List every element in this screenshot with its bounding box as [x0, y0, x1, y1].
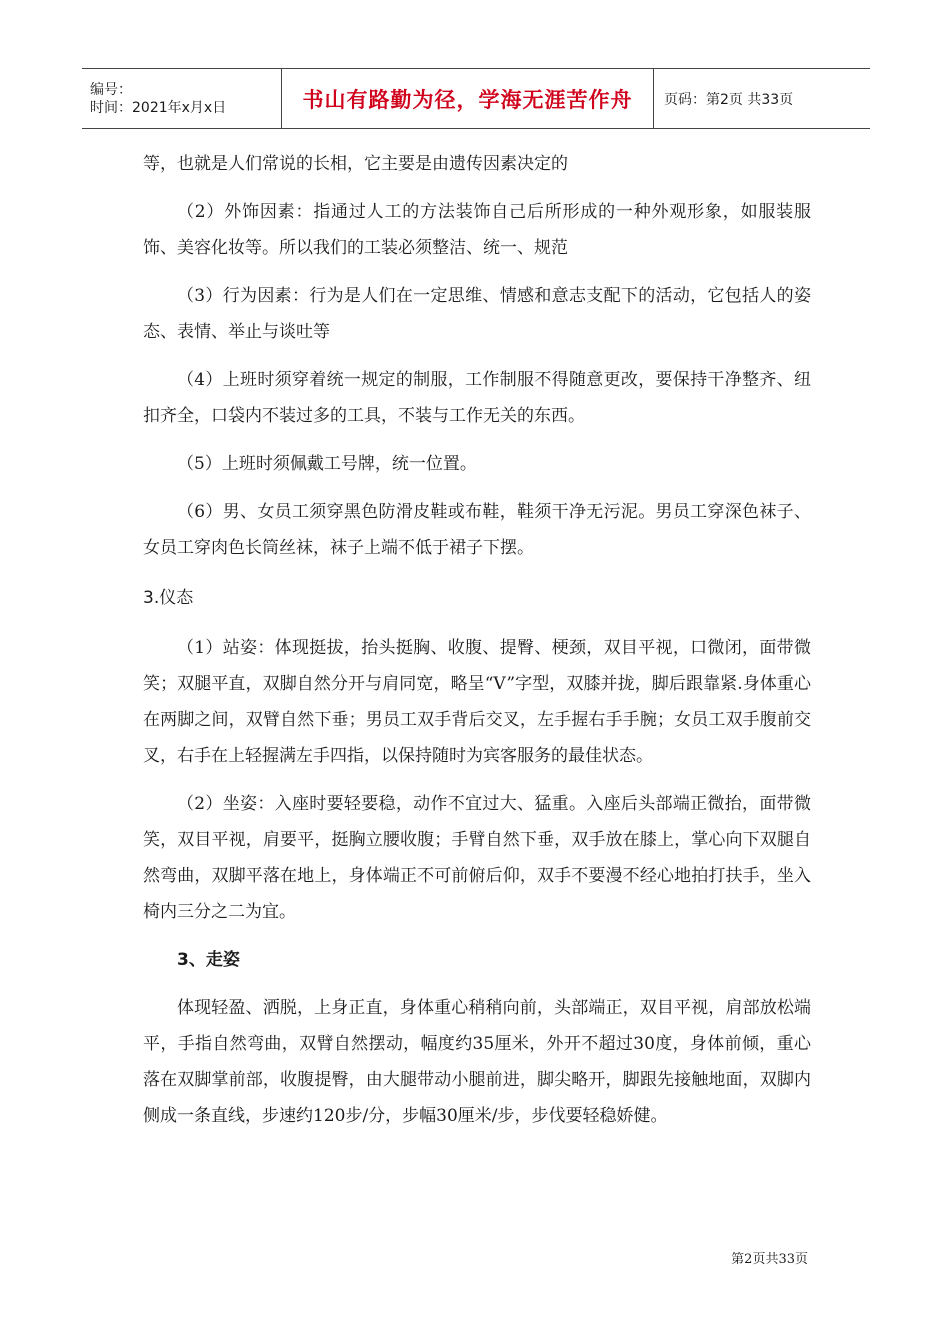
paragraph: （1）站姿：体现挺拔，抬头挺胸、收腹、提臀、梗颈，双目平视，口微闭，面带微笑；双腿平直，双脚自然分开与肩同宽，略呈“V”字型，双膝并拢，脚后跟靠紧.身体重心在两脚之间，双臂自然下垂；男员工双手背后交叉，左手握右手手腕；女员工双手腹前交叉，右手在上轻握满左手四指，以保持随时为宾客服务的最佳状态。 [143, 638, 811, 766]
page-footer: 第2页共33页 [731, 1252, 808, 1267]
paragraph: （5）上班时须佩戴工号牌，统一位置。 [177, 454, 477, 474]
header-motto: 书山有路勤为径，学海无涯苦作舟 [302, 87, 633, 112]
section-heading: 3.仪态 [143, 588, 194, 608]
paragraph: （3）行为因素：行为是人们在一定思维、情感和意志支配下的活动，它包括人的姿态、表情、举止与谈吐等 [143, 286, 811, 342]
document-body [143, 146, 811, 1146]
paragraph: （2）坐姿：入座时要轻要稳，动作不宜过大、猛重。入座后头部端正微抬，面带微笑，双目平视，肩要平，挺胸立腰收腹；手臂自然下垂，双手放在膝上，掌心向下双腿自然弯曲，双脚平落在地上，身体端正不可前俯后仰，双手不要漫不经心地拍打扶手，坐入椅内三分之二为宜。 [143, 794, 811, 922]
paragraph: （6）男、女员工须穿黑色防滑皮鞋或布鞋，鞋须干净无污泥。男员工穿深色袜子、女员工穿肉色长筒丝袜，袜子上端不低于裙子下摆。 [143, 502, 811, 558]
header-meta [82, 69, 282, 128]
header-motto-cell [282, 69, 654, 128]
paragraph: 等，也就是人们常说的长相，它主要是由遗传因素决定的 [143, 154, 568, 174]
header-page-number: 页码：第2页 共33页 [664, 91, 794, 108]
paragraph: （2）外饰因素：指通过人工的方法装饰自己后所形成的一种外观形象，如服装服饰、美容化妆等。所以我们的工装必须整洁、统一、规范 [143, 202, 811, 258]
section-heading: 3、走姿 [177, 950, 240, 970]
document-number-label: 编号： [90, 81, 132, 98]
paragraph: 体现轻盈、洒脱，上身正直，身体重心稍稍向前，头部端正，双目平视，肩部放松端平，手指自然弯曲，双臂自然摆动，幅度约35厘米，外开不超过30度，身体前倾，重心落在双脚掌前部，收腹提臀，由大腿带动小腿前进，脚尖略开，脚跟先接触地面，双脚内侧成一条直线，步速约120步/分，步幅30厘米/步，步伐要轻稳娇健。 [143, 998, 811, 1126]
paragraph: （4）上班时须穿着统一规定的制服，工作制服不得随意更改，要保持干净整齐、纽扣齐全，口袋内不装过多的工具，不装与工作无关的东西。 [143, 370, 811, 426]
document-date: 时间：2021年x月x日 [90, 99, 227, 116]
page-header [82, 68, 870, 129]
